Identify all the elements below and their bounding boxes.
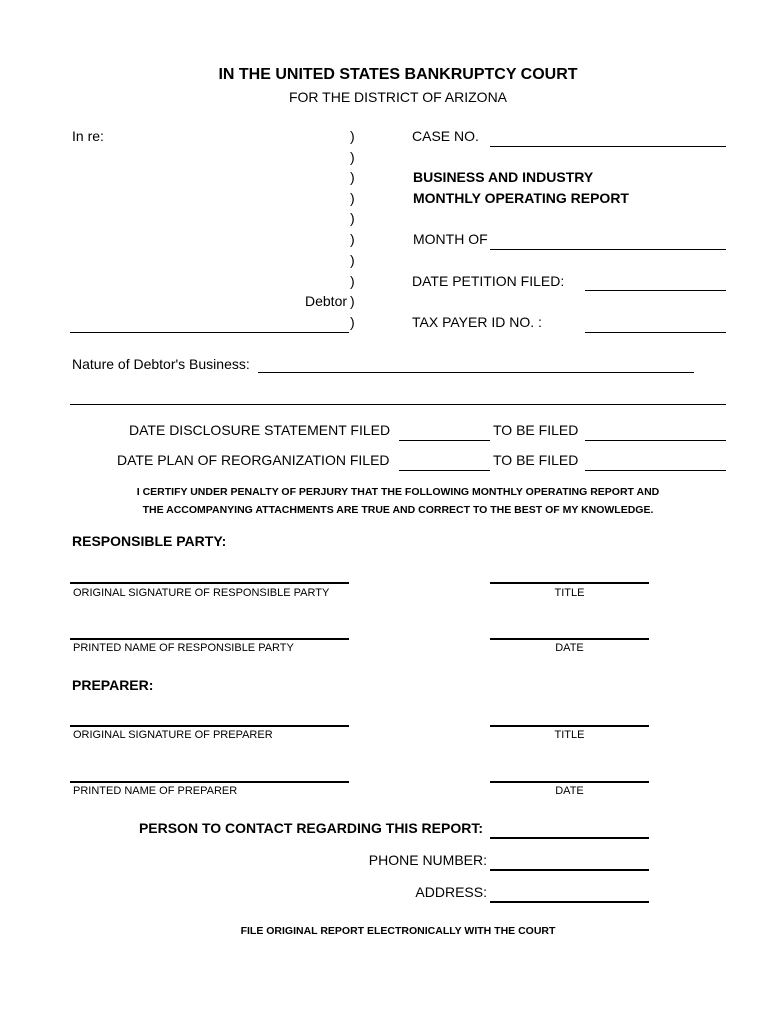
nature-field[interactable] <box>258 372 694 373</box>
in-re-label: In re: <box>72 128 104 144</box>
plan-to-be-filed-field[interactable] <box>585 470 726 471</box>
disclosure-label: DATE DISCLOSURE STATEMENT FILED <box>129 422 391 438</box>
plan-filed-field[interactable] <box>399 470 490 471</box>
responsible-title-line[interactable] <box>490 582 649 584</box>
nature-label: Nature of Debtor's Business: <box>72 356 250 372</box>
report-title-line2: MONTHLY OPERATING REPORT <box>413 190 629 206</box>
responsible-date-label: DATE <box>555 642 584 654</box>
case-no-field[interactable] <box>490 146 726 147</box>
responsible-printed-name-line[interactable] <box>70 638 349 640</box>
caption-paren: ) <box>350 293 355 309</box>
address-field[interactable] <box>490 901 649 903</box>
caption-paren: ) <box>350 273 355 289</box>
date-petition-field[interactable] <box>585 290 726 291</box>
caption-paren: ) <box>350 169 355 185</box>
preparer-title-line[interactable] <box>490 725 649 727</box>
preparer-signature-line[interactable] <box>70 725 349 727</box>
caption-paren: ) <box>350 190 355 206</box>
district-title: FOR THE DISTRICT OF ARIZONA <box>288 89 508 105</box>
responsible-title-label: TITLE <box>554 587 585 599</box>
report-title-line1: BUSINESS AND INDUSTRY <box>413 169 594 185</box>
debtor-name-line[interactable] <box>70 332 349 333</box>
caption-paren: ) <box>350 231 355 247</box>
responsible-signature-line[interactable] <box>70 582 349 584</box>
debtor-label: Debtor <box>305 293 348 309</box>
caption-paren: ) <box>350 252 355 268</box>
responsible-date-line[interactable] <box>490 638 649 640</box>
preparer-heading: PREPARER: <box>72 677 154 693</box>
preparer-date-label: DATE <box>555 785 584 797</box>
phone-label: PHONE NUMBER: <box>368 852 487 868</box>
month-of-field[interactable] <box>490 249 726 250</box>
certify-line1: I CERTIFY UNDER PENALTY OF PERJURY THAT THE FOLLOWING MONTHLY OPERATING REPORT AND <box>136 486 660 498</box>
case-no-label: CASE NO. <box>412 128 479 144</box>
preparer-signature-label: ORIGINAL SIGNATURE OF PREPARER <box>73 729 273 741</box>
preparer-title-label: TITLE <box>554 729 585 741</box>
tax-id-label: TAX PAYER ID NO. : <box>412 314 542 330</box>
certify-line2: THE ACCOMPANYING ATTACHMENTS ARE TRUE AND CORRECT TO THE BEST OF MY KNOWLEDGE. <box>142 504 654 516</box>
preparer-date-line[interactable] <box>490 781 649 783</box>
contact-person-field[interactable] <box>490 837 649 839</box>
tax-id-field[interactable] <box>585 332 726 333</box>
responsible-heading: RESPONSIBLE PARTY: <box>72 533 227 549</box>
caption-paren: ) <box>350 128 355 144</box>
footer-note: FILE ORIGINAL REPORT ELECTRONICALLY WITH THE COURT <box>240 925 556 937</box>
responsible-signature-label: ORIGINAL SIGNATURE OF RESPONSIBLE PARTY <box>73 587 330 599</box>
preparer-printed-name-line[interactable] <box>70 781 349 783</box>
month-of-label: MONTH OF <box>413 231 488 247</box>
preparer-printed-name-label: PRINTED NAME OF PREPARER <box>73 785 238 797</box>
date-petition-label: DATE PETITION FILED: <box>412 273 565 289</box>
caption-paren: ) <box>350 210 355 226</box>
disclosure-to-be-filed-field[interactable] <box>585 440 726 441</box>
contact-person-label: PERSON TO CONTACT REGARDING THIS REPORT: <box>138 820 483 836</box>
disclosure-filed-field[interactable] <box>399 440 490 441</box>
disclosure-to-be-filed-label: TO BE FILED <box>493 422 579 438</box>
caption-paren: ) <box>350 314 355 330</box>
nature-field-line2[interactable] <box>70 404 726 405</box>
court-title: IN THE UNITED STATES BANKRUPTCY COURT <box>218 66 578 83</box>
phone-field[interactable] <box>490 869 649 871</box>
address-label: ADDRESS: <box>415 884 487 900</box>
plan-label: DATE PLAN OF REORGANIZATION FILED <box>117 452 390 468</box>
plan-to-be-filed-label: TO BE FILED <box>493 452 579 468</box>
caption-paren: ) <box>350 149 355 165</box>
responsible-printed-name-label: PRINTED NAME OF RESPONSIBLE PARTY <box>73 642 294 654</box>
